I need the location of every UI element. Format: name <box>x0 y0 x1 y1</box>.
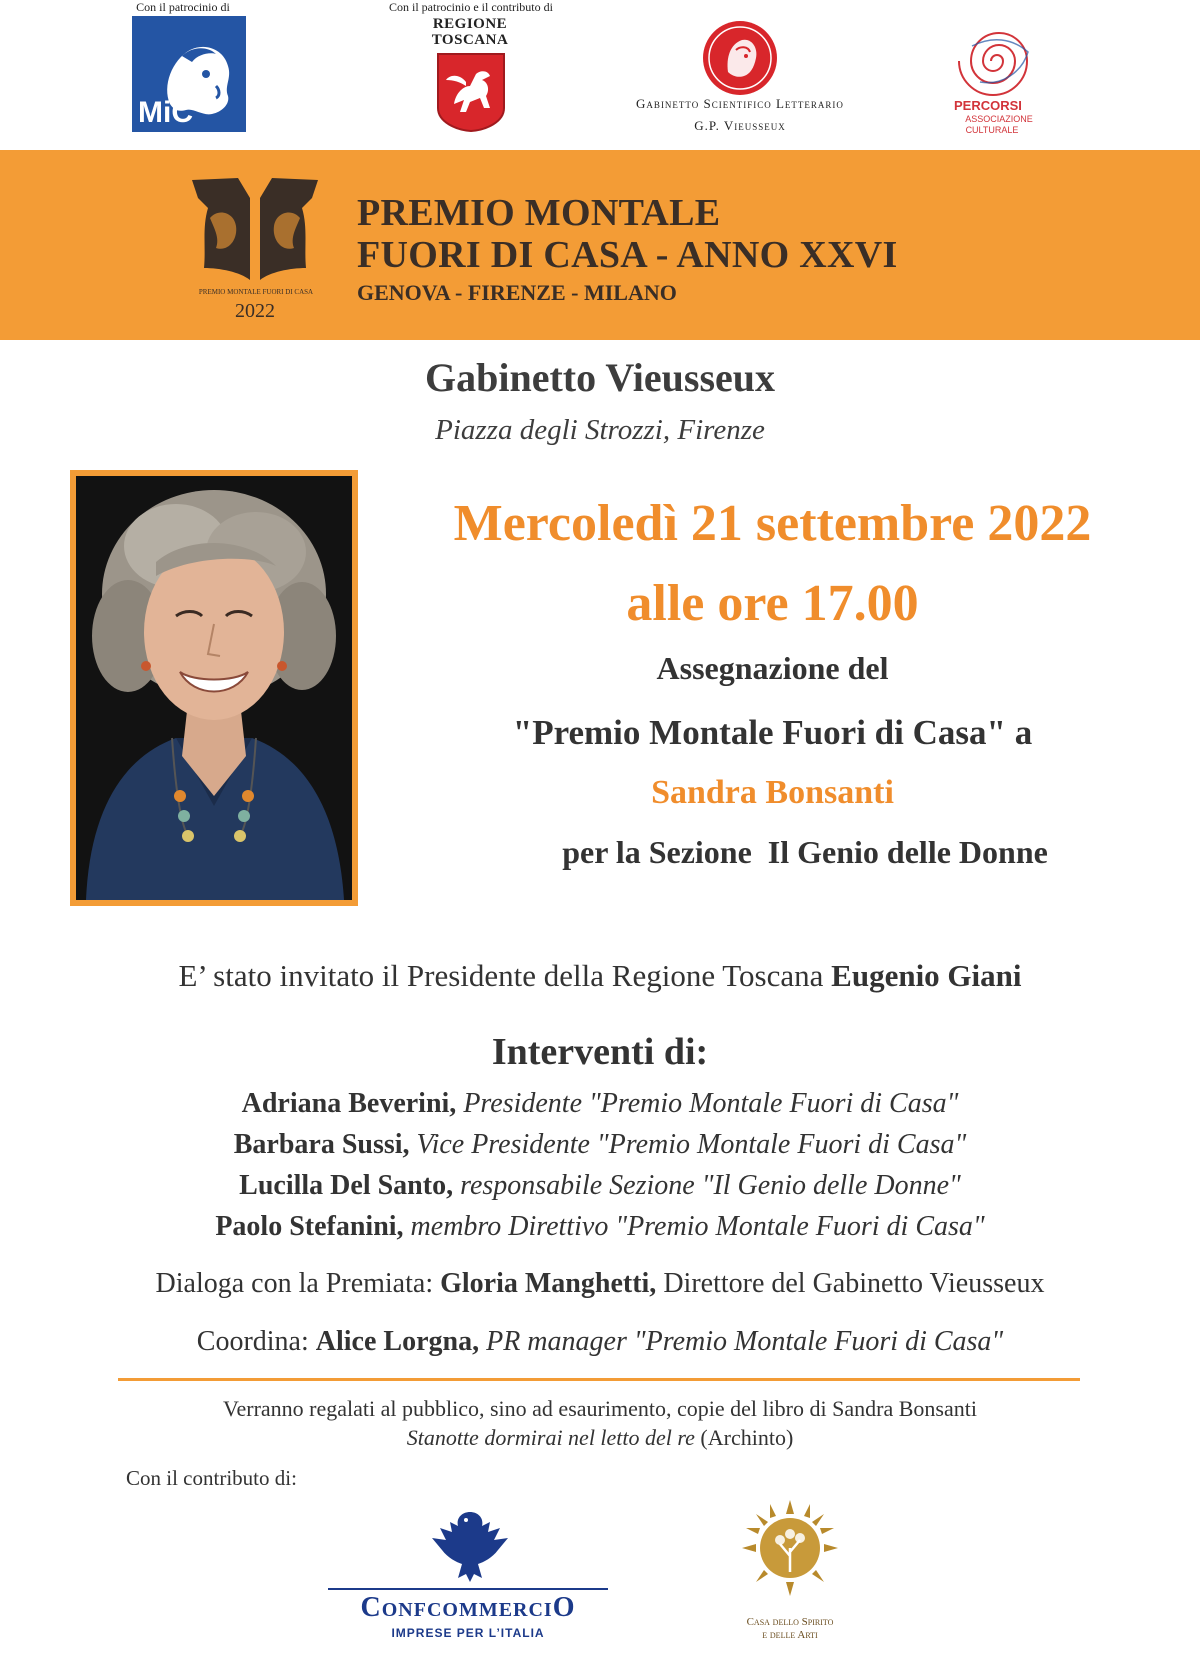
invite-line <box>0 958 1200 994</box>
confc-rule <box>328 1588 608 1590</box>
gift-line2 <box>0 1423 1200 1452</box>
casa-label-2: e delle Arti <box>762 1629 818 1641</box>
awardee-name: Sandra Bonsanti <box>651 774 894 811</box>
divider <box>118 1378 1080 1381</box>
sun-tree-icon <box>740 1498 840 1598</box>
event-line2: "Premio Montale Fuori di Casa" a <box>512 713 1033 752</box>
logo-year: 2022 <box>235 300 275 322</box>
vieusseux-medallion-icon <box>700 18 780 98</box>
patrocinio-caption: Con il patrocinio di <box>136 0 230 14</box>
gift-line1: Verranno regalati al pubblico, sino ad esaurimento, copie del libro di Sandra Bonsanti <box>223 1396 977 1421</box>
coordina-prefix: Coordina: <box>196 1326 316 1357</box>
speaker-role: responsabile Sezione "Il Genio delle Donne" <box>453 1170 961 1201</box>
interventi-title: Interventi di: <box>491 1031 709 1073</box>
vieusseux-label-1: Gabinetto Scientifico Letterario <box>636 96 844 111</box>
regione-label-1: REGIONE <box>432 16 508 32</box>
percorsi-spiral-icon <box>952 16 1042 106</box>
banner-title-line2: FUORI DI CASA - ANNO XXVI <box>357 234 898 276</box>
casa-spirito-logo <box>720 1498 860 1648</box>
percorsi-label-3: CULTURALE <box>965 125 1019 135</box>
speaker-name: Adriana Beverini, <box>241 1088 457 1119</box>
awardee-photo <box>76 476 352 900</box>
mic-logo <box>132 16 246 132</box>
venue-name: Gabinetto Vieusseux <box>424 355 776 400</box>
event-date: Mercoledì 21 settembre 2022 <box>453 495 1092 552</box>
speaker-role: Presidente "Premio Montale Fuori di Casa" <box>456 1088 959 1119</box>
award-section: per la Sezione Il Genio delle Donne <box>562 834 1048 870</box>
awardee-photo-frame <box>70 470 358 906</box>
title-banner <box>0 150 1200 340</box>
coordina-name: Alice Lorgna, <box>315 1326 480 1357</box>
patrocinio-contributo-caption: Con il patrocinio e il contributo di <box>389 0 553 14</box>
banner-title-line1: PREMIO MONTALE <box>357 192 721 234</box>
regione-toscana-shield <box>436 52 506 132</box>
percorsi-label-2: ASSOCIAZIONE <box>965 114 1033 124</box>
logo-caption: PREMIO MONTALE FUORI DI CASA <box>198 288 314 296</box>
percorsi-logo <box>952 16 1042 106</box>
speaker-role: membro Direttivo "Premio Montale Fuori di Casa" <box>403 1211 985 1242</box>
coordina-line <box>0 1326 1200 1358</box>
twin-faces-book-icon <box>190 168 320 288</box>
speaker-row <box>0 1211 1200 1243</box>
dialoga-line <box>0 1268 1200 1300</box>
confcommercio-logo <box>328 1508 608 1648</box>
coordina-role: PR manager "Premio Montale Fuori di Casa" <box>479 1326 1004 1357</box>
invite-name: Eugenio Giani <box>831 958 1022 993</box>
speaker-name: Barbara Sussi, <box>233 1129 410 1160</box>
confcommercio-name: ConfcommerciO <box>360 1592 576 1623</box>
speaker-row <box>0 1088 1200 1120</box>
speaker-row <box>0 1129 1200 1161</box>
speaker-name: Paolo Stefanini, <box>215 1211 404 1242</box>
event-line1: Assegnazione del <box>656 650 889 686</box>
gift-note <box>0 1394 1200 1452</box>
contrib-label: Con il contributo di: <box>126 1466 297 1490</box>
dialoga-prefix: Dialoga con la Premiata: <box>155 1268 441 1299</box>
vieusseux-logo <box>700 18 780 98</box>
vieusseux-label-2: G.P. Vieusseux <box>694 118 786 133</box>
speaker-role: Vice Presidente "Premio Montale Fuori di Casa" <box>409 1129 967 1160</box>
regione-label-2: TOSCANA <box>431 32 509 48</box>
speaker-row <box>0 1170 1200 1202</box>
eagle-icon <box>428 1508 512 1584</box>
portrait-illustration <box>76 476 352 900</box>
book-title: Stanotte dormirai nel letto del re <box>406 1425 695 1450</box>
casa-label-1: Casa dello Spirito <box>746 1616 834 1628</box>
mic-label: MiC <box>138 96 193 129</box>
speaker-name: Lucilla Del Santo, <box>239 1170 454 1201</box>
dialoga-name: Gloria Manghetti, <box>440 1268 657 1299</box>
confcommercio-tagline: IMPRESE PER L’ITALIA <box>391 1626 545 1640</box>
event-time: alle ore 17.00 <box>626 575 919 632</box>
book-publisher: (Archinto) <box>694 1425 794 1450</box>
banner-cities: GENOVA - FIRENZE - MILANO <box>357 280 677 305</box>
venue-address: Piazza degli Strozzi, Firenze <box>435 414 765 446</box>
invite-text: E’ stato invitato il Presidente della Regione Toscana <box>178 958 832 993</box>
pegasus-shield-icon <box>436 52 506 132</box>
premio-montale-logo <box>190 168 320 288</box>
percorsi-label-1: PERCORSI <box>954 98 1022 113</box>
dialoga-role: Direttore del Gabinetto Vieusseux <box>656 1268 1045 1299</box>
